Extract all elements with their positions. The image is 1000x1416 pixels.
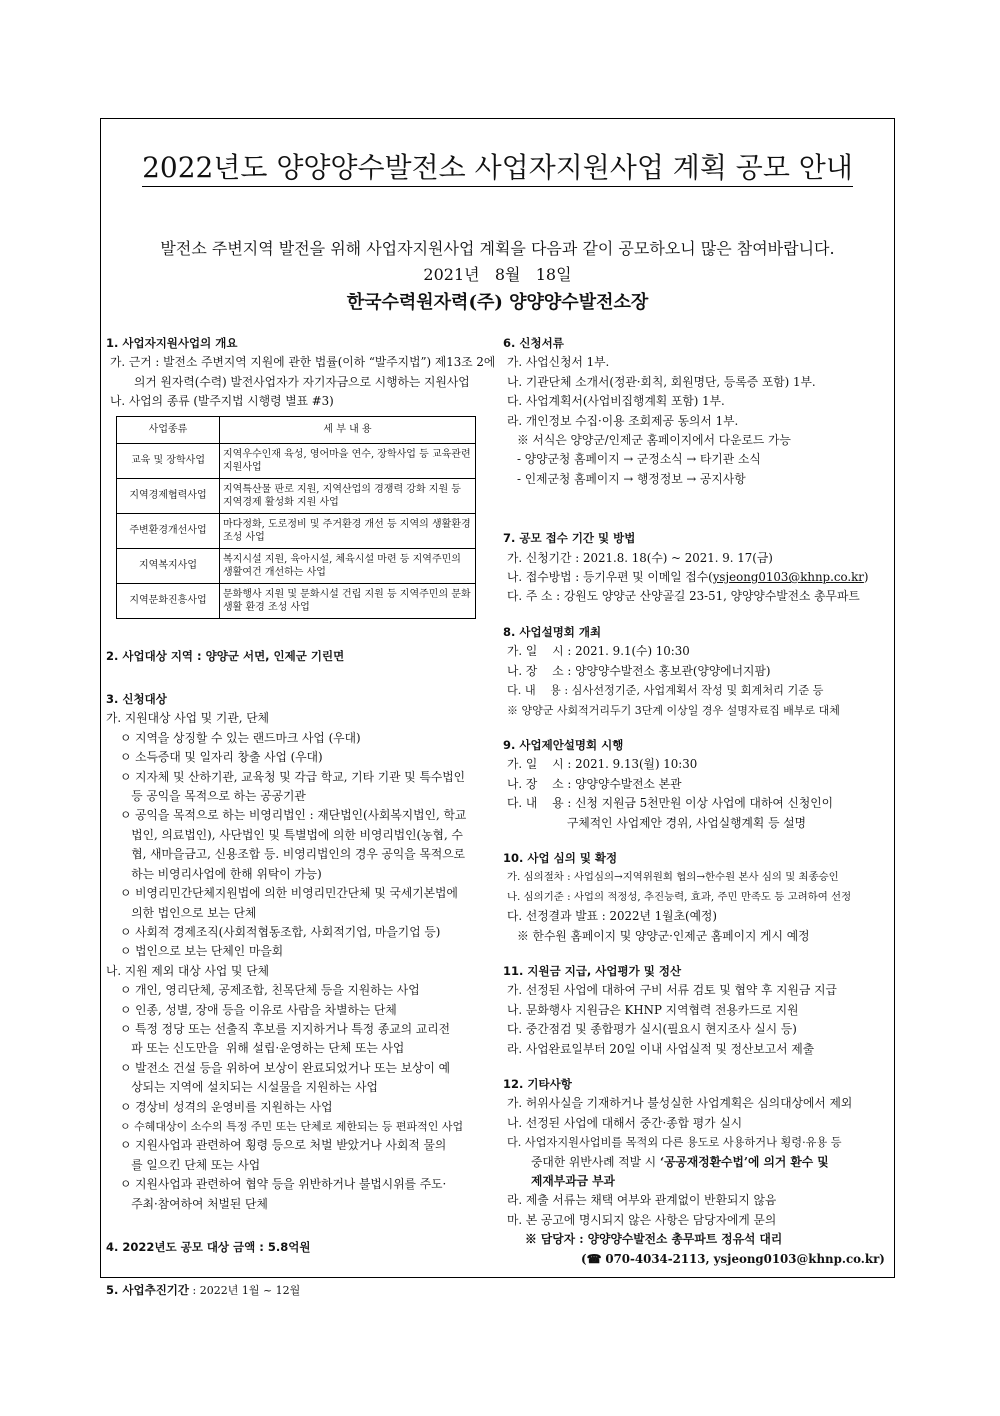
s7-a: 가. 신청기간 : 2021.8. 18(수) ~ 2021. 9. 17(금) <box>507 550 773 565</box>
section-1-heading: 1. 사업자지원사업의 개요 <box>106 336 238 350</box>
table-row <box>117 443 476 478</box>
table-row <box>117 583 476 618</box>
list-item: 다. 선정결과 발표 : 2022년 1월초(예정) <box>507 909 717 924</box>
s3-a-list <box>106 729 491 962</box>
s12-a: 가. 허위사실을 기재하거나 불성실한 사업계획은 심의대상에서 제외 <box>507 1096 853 1111</box>
list-item: 의한 법인으로 보는 단체 <box>120 905 257 920</box>
left-column <box>106 334 496 1301</box>
section-6-heading: 6. 신청서류 <box>503 336 564 350</box>
list-item: ㅇ 비영리민간단체지원법에 의한 비영리민간단체 및 국세기본법에 <box>120 886 458 901</box>
table-row <box>117 478 476 513</box>
list-item: ㅇ 소득증대 및 일자리 창출 사업 (우대) <box>120 750 323 765</box>
list-item: 나. 기관단체 소개서(정관·회칙, 회원명단, 등록증 포함) 1부. <box>507 374 816 389</box>
list-item: ㅇ 경상비 성격의 운영비를 지원하는 사업 <box>120 1099 333 1114</box>
list-item: 다. 사업계획서(사업비집행계획 포함) 1부. <box>507 394 725 409</box>
list-item: 가. 선정된 사업에 대하여 구비 서류 검토 및 협약 후 지원금 지급 <box>507 983 837 998</box>
page-title: 2022년도 양양양수발전소 사업자지원사업 계획 공모 안내 <box>100 150 895 186</box>
list-item: ㅇ 사회적 경제조직(사회적협동조합, 사회적기업, 마을기업 등) <box>120 924 441 939</box>
list-item: ㅇ 지원사업과 관련하여 횡령 등으로 처벌 받았거나 사회적 물의 <box>120 1138 447 1153</box>
s1-b: 나. 사업의 종류 (발주지법 시행령 별표 #3) <box>110 394 334 409</box>
issuer: 한국수력원자력(주) 양양양수발전소장 <box>346 292 649 313</box>
list-item: ㅇ 지원사업과 관련하여 협약 등을 위반하거나 불법시위를 주도· <box>120 1177 447 1192</box>
table-cell: 교육 및 장학사업 <box>117 443 220 478</box>
table-header-row <box>117 416 476 443</box>
s12-c2 <box>503 1153 888 1172</box>
list-item: 다. 내 용 : 심사선정기준, 사업계획서 작성 및 회계처리 기준 등 <box>507 684 824 698</box>
table-cell: 문화행사 지원 및 문화시설 건립 지원 등 지역주민의 문화생활 환경 조성 사업 <box>220 583 476 618</box>
section-5 <box>106 1281 491 1300</box>
intro <box>100 236 895 288</box>
list-item: ㅇ 지자체 및 산하기관, 교육청 및 각급 학교, 기타 기관 및 특수법인 <box>120 769 466 784</box>
business-types-table <box>116 416 476 619</box>
s12-c2-text: 중대한 위반사례 적발 시 <box>531 1154 660 1169</box>
intro-text: 발전소 주변지역 발전을 위해 사업자지원사업 계획을 다음과 같이 공모하오니 많은 참여바랍니다. <box>160 239 835 258</box>
list-item: 가. 사업신청서 1부. <box>507 355 610 370</box>
table-header: 세 부 내 용 <box>220 416 476 443</box>
table-cell: 주변환경개선사업 <box>117 513 220 548</box>
list-item: 하는 비영리사업에 한해 위탁이 가능) <box>120 866 322 881</box>
email-link[interactable]: ysjeong0103@khnp.co.kr <box>712 570 864 585</box>
list-item: 를 일으킨 단체 또는 사업 <box>120 1157 261 1172</box>
list-item: 나. 심의기준 : 사업의 적정성, 추진능력, 효과, 주민 만족도 등 고려하여 선정 <box>507 890 852 903</box>
list-item: 나. 장 소 : 양양양수발전소 본관 <box>507 776 682 791</box>
section-2-heading: 2. 사업대상 지역 : 양양군 서면, 인제군 기린면 <box>106 648 345 663</box>
right-column <box>503 334 888 1269</box>
contact-phone: (☎ 070-4034-2113, ysjeong0103@khnp.co.kr) <box>581 1251 885 1266</box>
section-9-heading: 9. 사업제안설명회 시행 <box>503 737 624 752</box>
table-cell: 복지시설 지원, 육아시설, 체육시설 마련 등 지역주민의 생활여건 개선하는 사업 <box>220 548 476 583</box>
s12-c2-bold: ‘공공재정환수법’에 의거 환수 및 <box>659 1154 829 1169</box>
s12-d: 라. 제출 서류는 채택 여부와 관계없이 반환되지 않음 <box>507 1193 777 1208</box>
table-cell: 지역우수인재 육성, 영어마을 연수, 장학사업 등 교육관련 지원사업 <box>220 443 476 478</box>
s1-a2: 의거 원자력(수력) 발전사업자가 자기자금으로 시행하는 지원사업 <box>134 374 470 389</box>
s7-b <box>503 568 888 587</box>
table-cell: 지역경제협력사업 <box>117 478 220 513</box>
section-10-heading: 10. 사업 심의 및 확정 <box>503 850 618 865</box>
s7-b-suffix: ) <box>863 570 869 585</box>
table-row <box>117 548 476 583</box>
list-item: ㅇ 개인, 영리단체, 공제조합, 친목단체 등을 지원하는 사업 <box>120 983 420 998</box>
table-row <box>117 513 476 548</box>
list-item: 협, 새마을금고, 신용조합 등. 비영리법인의 경우 공익을 목적으로 <box>120 847 466 862</box>
s8-note: ※ 양양군 사회적거리두기 3단계 이상일 경우 설명자료집 배부로 대체 <box>507 703 840 717</box>
s12-c3: 제재부과금 부과 <box>531 1174 615 1189</box>
s3-b-list <box>106 981 491 1214</box>
section-11-heading: 11. 지원금 지급, 사업평가 및 정산 <box>503 963 682 978</box>
list-item: 법인, 의료법인), 사단법인 및 특별법에 의한 비영리법인(농협, 수 <box>120 827 463 842</box>
s12-e: 마. 본 공고에 명시되지 않은 사항은 담당자에게 문의 <box>507 1212 777 1227</box>
s6-note: ※ 서식은 양양군/인제군 홈페이지에서 다운로드 가능 <box>517 433 791 448</box>
list-item: ㅇ 발전소 건설 등을 위하여 보상이 완료되었거나 또는 보상이 예 <box>120 1060 451 1075</box>
list-item: 등 공익을 목적으로 하는 공공기관 <box>120 789 306 804</box>
list-item: 파 또는 신도만을 위해 설립·운영하는 단체 또는 사업 <box>120 1041 405 1056</box>
list-item: - 인제군청 홈페이지 → 행정정보 → 공지사항 <box>517 471 746 486</box>
list-item: ㅇ 수혜대상이 소수의 특정 주민 또는 단체로 제한되는 등 편파적인 사업 <box>120 1119 464 1133</box>
list-item: 라. 사업완료일부터 20일 이내 사업실적 및 정산보고서 제출 <box>507 1041 815 1056</box>
section-5-value: : 2022년 1월 ~ 12월 <box>189 1284 301 1298</box>
list-item: ㅇ 인종, 성별, 장애 등을 이유로 사람을 차별하는 단체 <box>120 1002 397 1017</box>
list-item: 나. 장 소 : 양양양수발전소 홍보관(양양에너지팜) <box>507 663 771 678</box>
list-item: 가. 일 시 : 2021. 9.13(월) 10:30 <box>507 757 698 772</box>
list-item: 가. 심의절차 : 사업심의→지역위원회 협의→한수원 본사 심의 및 최종승인 <box>507 871 839 884</box>
section-3-heading: 3. 신청대상 <box>106 692 167 707</box>
s3-b: 나. 지원 제외 대상 사업 및 단체 <box>106 963 269 978</box>
s7-c: 다. 주 소 : 강원도 양양군 산양골길 23-51, 양양양수발전소 총무파트 <box>507 589 860 604</box>
list-item: ㅇ 특정 정당 또는 선출직 후보를 지지하거나 특정 종교의 교리전 <box>120 1021 451 1036</box>
s12-c1: 다. 사업자지원사업비를 목적외 다른 용도로 사용하거나 횡령·유용 등 <box>507 1136 842 1150</box>
s7-b-prefix: 나. 접수방법 : 등기우편 및 이메일 접수( <box>507 570 713 585</box>
section-5-heading: 5. 사업추진기간 <box>106 1283 190 1298</box>
table-header: 사업종류 <box>117 416 220 443</box>
table-cell: 지역문화진흥사업 <box>117 583 220 618</box>
list-item: 다. 내 용 : 신청 지원금 5천만원 이상 사업에 대하여 신청인이 <box>507 796 834 811</box>
s10-note: ※ 한수원 홈페이지 및 양양군·인제군 홈페이지 게시 예정 <box>517 928 810 943</box>
section-12-heading: 12. 기타사항 <box>503 1077 572 1091</box>
s12-b: 나. 선정된 사업에 대해서 중간·종합 평가 실시 <box>507 1115 743 1130</box>
list-item: ㅇ 공익을 목적으로 하는 비영리법인 : 재단법인(사회복지법인, 학교 <box>120 808 467 823</box>
s3-a: 가. 지원대상 사업 및 기관, 단체 <box>106 711 269 726</box>
contact-person: ※ 담당자 : 양양양수발전소 총무파트 정유석 대리 <box>525 1232 783 1247</box>
intro-date: 2021년 8월 18일 <box>423 265 572 284</box>
section-7-heading: 7. 공모 접수 기간 및 방법 <box>503 531 636 546</box>
list-item: 다. 중간점검 및 종합평가 실시(필요시 현지조사 실시 등) <box>507 1022 797 1037</box>
table-cell: 지역복지사업 <box>117 548 220 583</box>
list-item: 라. 개인정보 수집·이용 조회제공 동의서 1부. <box>507 413 739 428</box>
list-item: 가. 일 시 : 2021. 9.1(수) 10:30 <box>507 644 690 659</box>
list-item: 나. 문화행사 지원금은 KHNP 지역협력 전용카드로 지원 <box>507 1002 799 1017</box>
list-item: - 양양군청 홈페이지 → 군정소식 → 타기관 소식 <box>517 452 761 467</box>
list-item: ㅇ 법인으로 보는 단체인 마을회 <box>120 944 284 959</box>
section-4-heading: 4. 2022년도 공모 대상 금액 : 5.8억원 <box>106 1240 311 1254</box>
table-cell: 지역특산물 판로 지원, 지역산업의 경쟁력 강화 지원 등 지역경제 활성화 지원 사업 <box>220 478 476 513</box>
table-cell: 마다정화, 도로정비 및 주거환경 개선 등 지역의 생활환경 조성 사업 <box>220 513 476 548</box>
list-item: 상되는 지역에 설치되는 시설물을 지원하는 사업 <box>120 1080 378 1095</box>
list-item: 주최·참여하여 처벌된 단체 <box>120 1196 268 1211</box>
list-item: 구체적인 사업제안 경위, 사업실행계획 등 설명 <box>507 815 807 830</box>
section-8-heading: 8. 사업설명회 개최 <box>503 624 602 639</box>
s1-a1: 가. 근거 : 발전소 주변지역 지원에 관한 법률(이하 “발주지법”) 제13조 2에 <box>110 355 496 370</box>
list-item: ㅇ 지역을 상징할 수 있는 랜드마크 사업 (우대) <box>120 730 361 745</box>
